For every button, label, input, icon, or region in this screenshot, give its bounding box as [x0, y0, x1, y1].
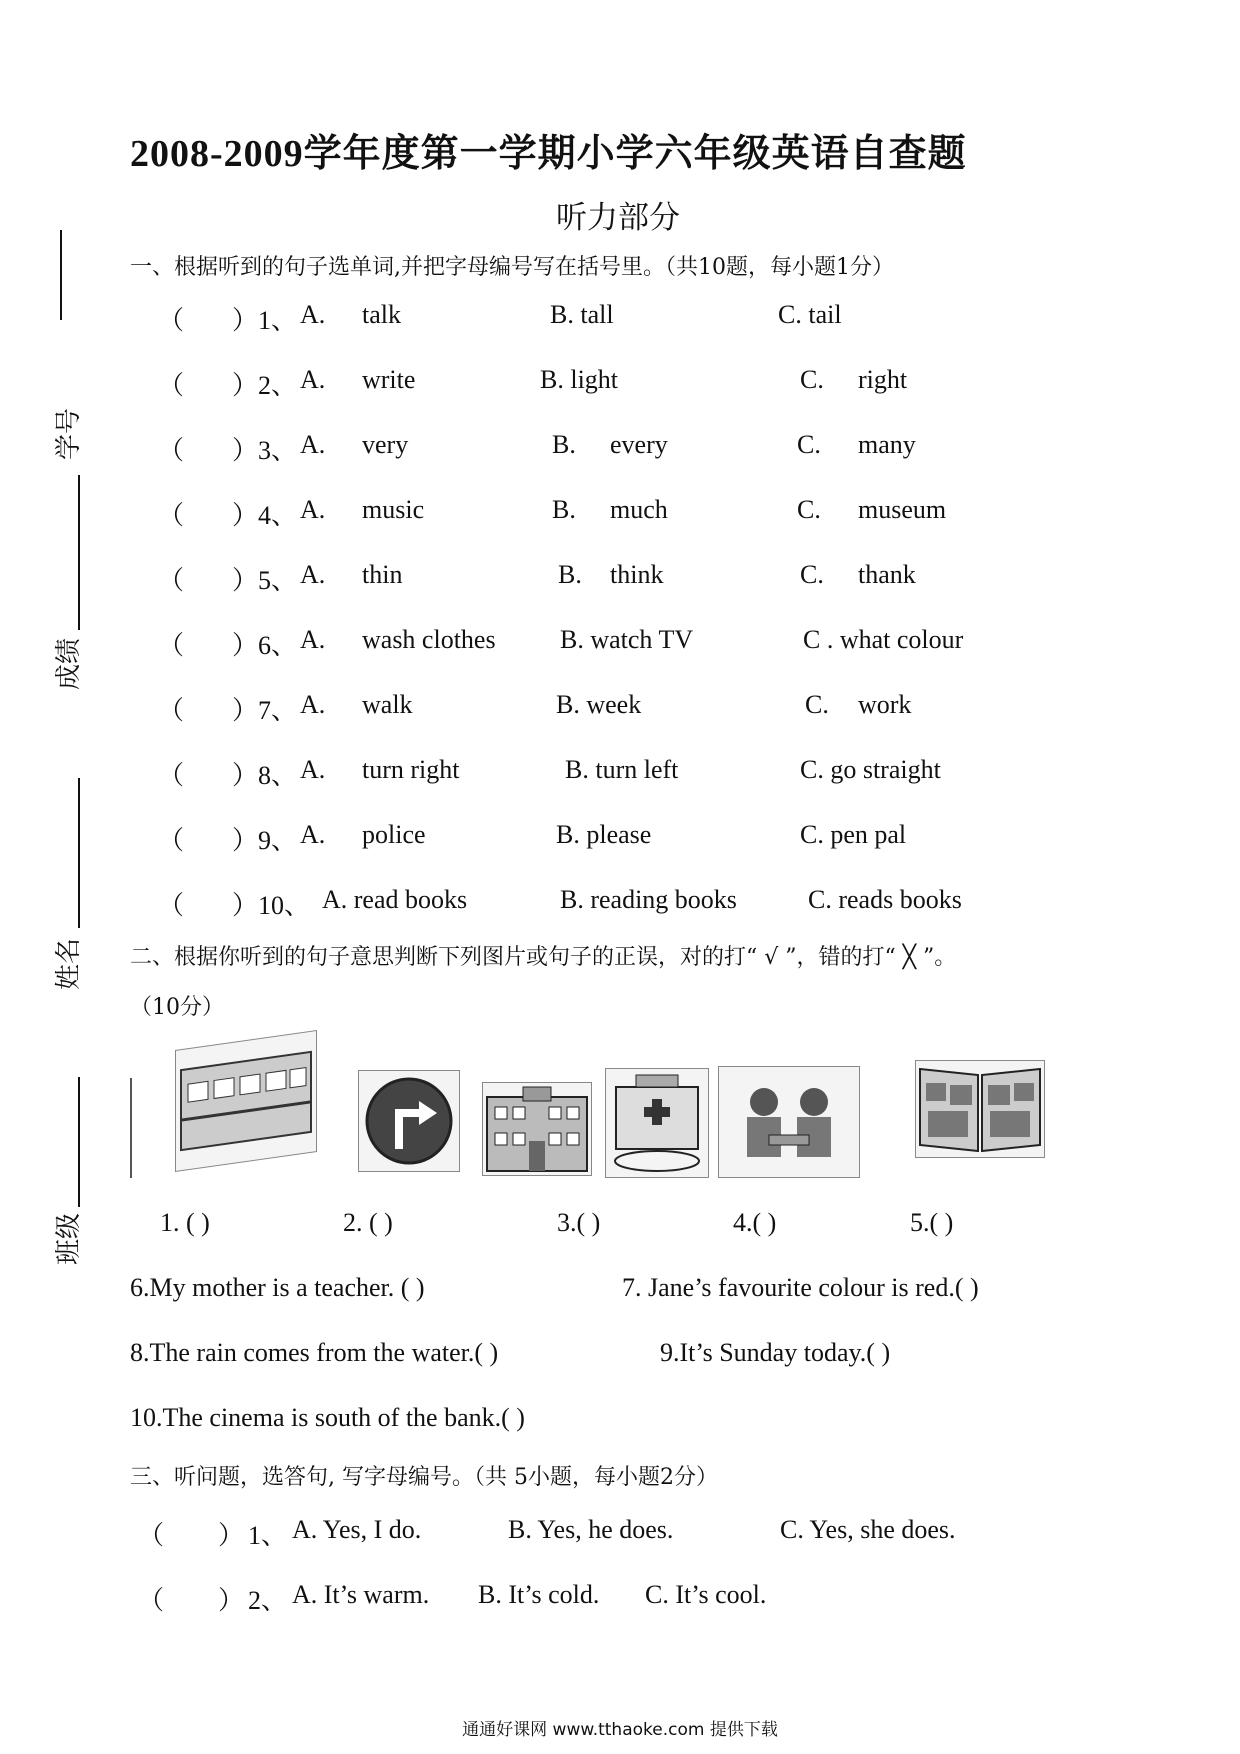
- option-a-label: A.: [300, 560, 326, 589]
- question-number: 8、: [258, 761, 298, 790]
- option-a: A. It’s warm.: [292, 1580, 430, 1609]
- question-number: 4、: [258, 501, 298, 530]
- sentence-10[interactable]: 10.The cinema is south of the bank.( ): [130, 1403, 525, 1432]
- option-b-label: B.: [558, 560, 582, 589]
- sentence-8[interactable]: 8.The rain comes from the water.( ): [130, 1338, 499, 1367]
- option-c-label: C.: [800, 560, 824, 589]
- picture-answer-2[interactable]: 2. ( ): [343, 1208, 393, 1237]
- section3-question-1: [0, 1515, 1240, 1555]
- footer-credit: 通通好课网 www.tthaoke.com 提供下载: [462, 1720, 778, 1740]
- answer-paren-close[interactable]: ）: [232, 306, 259, 335]
- option-c-label: C. go straight: [800, 755, 941, 784]
- option-b-word: think: [610, 560, 664, 589]
- option-c-label: C.: [797, 430, 821, 459]
- option-c-word: museum: [858, 495, 947, 524]
- answer-paren-open[interactable]: （: [158, 761, 185, 790]
- section2-heading: 二、根据你听到的句子意思判断下列图片或句子的正误，对的打“ √ ”，错的打“ ╳ ”。: [130, 945, 957, 970]
- option-c-label: C. reads books: [808, 885, 962, 914]
- question-row: [0, 560, 1240, 600]
- answer-paren-close[interactable]: ）: [232, 566, 259, 595]
- question-row: [0, 690, 1240, 730]
- option-c-word: right: [858, 365, 908, 394]
- option-a-word: police: [362, 820, 426, 849]
- sentence-7[interactable]: 7. Jane’s favourite colour is red.( ): [622, 1273, 979, 1302]
- option-a-label: A.: [300, 430, 326, 459]
- option-a-label: A.: [300, 690, 326, 719]
- answer-paren-close[interactable]: ）: [232, 891, 259, 920]
- option-b-label: B. tall: [550, 300, 614, 329]
- answer-paren-open[interactable]: （: [158, 631, 185, 660]
- option-b-label: B. reading books: [560, 885, 737, 914]
- question-number: 2、: [248, 1586, 288, 1615]
- question-row: [0, 365, 1240, 405]
- option-c: C. Yes, she does.: [780, 1515, 956, 1544]
- option-c-label: C.: [805, 690, 829, 719]
- sentence-6[interactable]: 6.My mother is a teacher. ( ): [130, 1273, 425, 1302]
- option-a-word: thin: [362, 560, 403, 589]
- answer-paren-close[interactable]: ）: [232, 761, 259, 790]
- option-a-word: music: [362, 495, 425, 524]
- answer-paren-open[interactable]: （: [158, 891, 185, 920]
- option-b-word: much: [610, 495, 668, 524]
- comic-book-picture: [915, 1060, 1045, 1158]
- answer-paren-open[interactable]: （: [138, 1586, 165, 1615]
- option-c-label: C.: [797, 495, 821, 524]
- answer-paren-open[interactable]: （: [158, 436, 185, 465]
- option-c-label: C.: [800, 365, 824, 394]
- option-a-label: A. read books: [322, 885, 468, 914]
- option-b: B. Yes, he does.: [508, 1515, 674, 1544]
- option-b-label: B. watch TV: [560, 625, 694, 654]
- answer-paren-open[interactable]: （: [158, 566, 185, 595]
- hospital-picture: [605, 1068, 709, 1178]
- option-c-word: thank: [858, 560, 916, 589]
- option-c-word: many: [858, 430, 916, 459]
- section3-question-2: [0, 1580, 1240, 1620]
- turn-right-sign-picture: [358, 1070, 460, 1172]
- question-row: [0, 495, 1240, 535]
- sentence-9[interactable]: 9.It’s Sunday today.( ): [660, 1338, 891, 1367]
- question-row: [0, 300, 1240, 340]
- question-row: [0, 885, 1240, 925]
- question-number: 7、: [258, 696, 298, 725]
- option-a-word: turn right: [362, 755, 460, 784]
- student-number-label: 学号: [54, 407, 84, 460]
- option-c: C. It’s cool.: [645, 1580, 767, 1609]
- answer-paren-close[interactable]: ）: [218, 1521, 245, 1550]
- question-number: 1、: [248, 1521, 288, 1550]
- option-a-label: A.: [300, 300, 326, 329]
- option-b: B. It’s cold.: [478, 1580, 600, 1609]
- question-row: [0, 430, 1240, 470]
- answer-paren-close[interactable]: ）: [218, 1586, 245, 1615]
- question-number: 6、: [258, 631, 298, 660]
- people-talking-picture: [718, 1066, 860, 1178]
- answer-paren-open[interactable]: （: [138, 1521, 165, 1550]
- question-number: 5、: [258, 566, 298, 595]
- question-row: [0, 820, 1240, 860]
- answer-paren-close[interactable]: ）: [232, 696, 259, 725]
- option-a-label: A.: [300, 495, 326, 524]
- option-c-word: work: [858, 690, 912, 719]
- section1-heading: 一、根据听到的句子选单词,并把字母编号写在括号里。（共10题，每小题1分）: [130, 255, 894, 280]
- option-a-word: walk: [362, 690, 413, 719]
- picture-answer-4[interactable]: 4.( ): [733, 1208, 777, 1237]
- option-b-label: B.: [552, 430, 576, 459]
- question-number: 1、: [258, 306, 298, 335]
- option-a-word: talk: [362, 300, 401, 329]
- option-b-label: B. turn left: [565, 755, 679, 784]
- option-b-word: every: [610, 430, 668, 459]
- section-subtitle: 听力部分: [556, 200, 680, 235]
- question-number: 10、: [258, 891, 311, 920]
- question-number: 2、: [258, 371, 298, 400]
- answer-paren-close[interactable]: ）: [232, 631, 259, 660]
- answer-paren-close[interactable]: ）: [232, 371, 259, 400]
- answer-paren-close[interactable]: ）: [232, 501, 259, 530]
- question-number: 9、: [258, 826, 298, 855]
- picture-answer-3[interactable]: 3.( ): [557, 1208, 601, 1237]
- option-b-label: B. please: [556, 820, 652, 849]
- option-a-label: A.: [300, 365, 326, 394]
- option-b-label: B.: [552, 495, 576, 524]
- option-b-label: B. light: [540, 365, 619, 394]
- option-a: A. Yes, I do.: [292, 1515, 422, 1544]
- binding-line: [78, 1077, 80, 1207]
- answer-paren-close[interactable]: ）: [232, 826, 259, 855]
- option-a-label: A.: [300, 755, 326, 784]
- option-c-label: C . what colour: [803, 625, 964, 654]
- name-label: 姓名: [54, 937, 84, 990]
- class-label: 班级: [54, 1212, 84, 1265]
- option-c-label: C. tail: [778, 300, 842, 329]
- option-a-label: A.: [300, 820, 326, 849]
- answer-paren-open[interactable]: （: [158, 371, 185, 400]
- question-row: [0, 625, 1240, 665]
- answer-paren-open[interactable]: （: [158, 501, 185, 530]
- score-label: 成绩: [54, 637, 84, 690]
- question-row: [0, 755, 1240, 795]
- section3-heading: 三、听问题，选答句, 写字母编号。（共 5小题，每小题2分）: [130, 1465, 718, 1490]
- picture-row-edge: [130, 1078, 132, 1178]
- option-a-word: write: [362, 365, 416, 394]
- train-picture: [175, 1030, 317, 1172]
- answer-paren-open[interactable]: （: [158, 306, 185, 335]
- answer-paren-open[interactable]: （: [158, 696, 185, 725]
- page-title: 2008-2009学年度第一学期小学六年级英语自查题: [130, 133, 967, 175]
- picture-answer-5[interactable]: 5.( ): [910, 1208, 954, 1237]
- picture-answer-1[interactable]: 1. ( ): [160, 1208, 210, 1237]
- option-a-word: wash clothes: [362, 625, 496, 654]
- option-c-label: C. pen pal: [800, 820, 907, 849]
- answer-paren-open[interactable]: （: [158, 826, 185, 855]
- option-a-label: A.: [300, 625, 326, 654]
- option-b-label: B. week: [556, 690, 642, 719]
- option-a-word: very: [362, 430, 409, 459]
- question-number: 3、: [258, 436, 298, 465]
- answer-paren-close[interactable]: ）: [232, 436, 259, 465]
- school-building-picture: [482, 1082, 592, 1176]
- section2-score: （10分）: [130, 995, 224, 1020]
